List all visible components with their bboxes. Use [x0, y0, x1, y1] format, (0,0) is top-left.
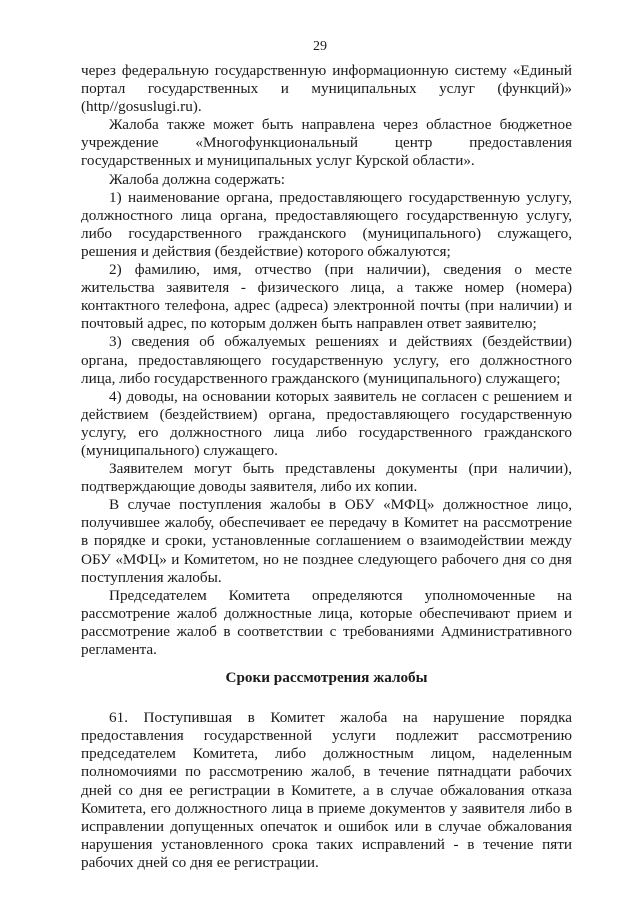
- list-item: 1) наименование органа, предоставляющего государственную услугу, должностного лица органа, предоставляющего государственную услугу, либо государственного гражданского (муниципального) служащего, решения и действия (бездействие) которого обжалуются;: [81, 188, 572, 260]
- page-number: 29: [313, 39, 327, 54]
- paragraph: Председателем Комитета определяются уполномоченные на рассмотрение жалоб должностные лица, которые обеспечивают прием и рассмотрение жалоб в соответствии с требованиями Административного регламента.: [81, 586, 572, 658]
- paragraph: Жалоба также может быть направлена через областное бюджетное учреждение «Многофункциональный центр предоставления государственных и муниципальных услуг Курской области».: [81, 116, 572, 170]
- document-body: [81, 62, 572, 872]
- paragraph: В случае поступления жалобы в ОБУ «МФЦ» должностное лицо, получившее жалобу, обеспечивает ее передачу в Комитет на рассмотрение в порядке и сроки, установленные соглашением о взаимодействии между ОБУ «МФЦ» и Комитетом, но не позднее следующего рабочего дня со дня поступления жалобы.: [81, 496, 572, 586]
- list-item: 4) доводы, на основании которых заявитель не согласен с решением и действием (бездействием) органа, предоставляющего государственную услугу, его должностного лица либо государственного гражданского (муниципального) служащего.: [81, 387, 572, 459]
- list-item: 2) фамилию, имя, отчество (при наличии), сведения о месте жительства заявителя - физического лица, а также номер (номера) контактного телефона, адрес (адреса) электронной почты (при наличии) и почтовый адрес, по которым должен быть направлен ответ заявителю;: [81, 261, 572, 333]
- paragraph: через федеральную государственную информационную систему «Единый портал государственных и муниципальных услуг (функций)» (http//gosuslugi.ru).: [81, 62, 572, 116]
- section-heading: Сроки рассмотрения жалобы: [225, 669, 428, 687]
- paragraph: Жалоба должна содержать:: [109, 170, 285, 188]
- paragraph: 61. Поступившая в Комитет жалоба на нарушение порядка предоставления государственной услуги подлежит рассмотрению председателем Комитета, либо должностным лицом, наделенным полномочиями по рассмотрению жалоб, в течение пятнадцати рабочих дней со дня ее регистрации в Комитете, а в случае обжалования отказа Комитета, его должностного лица в приеме документов у заявителя либо в исправлении допущенных опечаток и ошибок или в случае обжалования нарушения установленного срока таких исправлений - в течение пяти рабочих дней со дня ее регистрации.: [81, 709, 572, 871]
- paragraph: Заявителем могут быть представлены документы (при наличии), подтверждающие доводы заявителя, либо их копии.: [81, 460, 572, 496]
- list-item: 3) сведения об обжалуемых решениях и действиях (бездействии) органа, предоставляющего государственную услугу, его должностного лица, либо государственного гражданского (муниципального) служащего;: [81, 333, 572, 387]
